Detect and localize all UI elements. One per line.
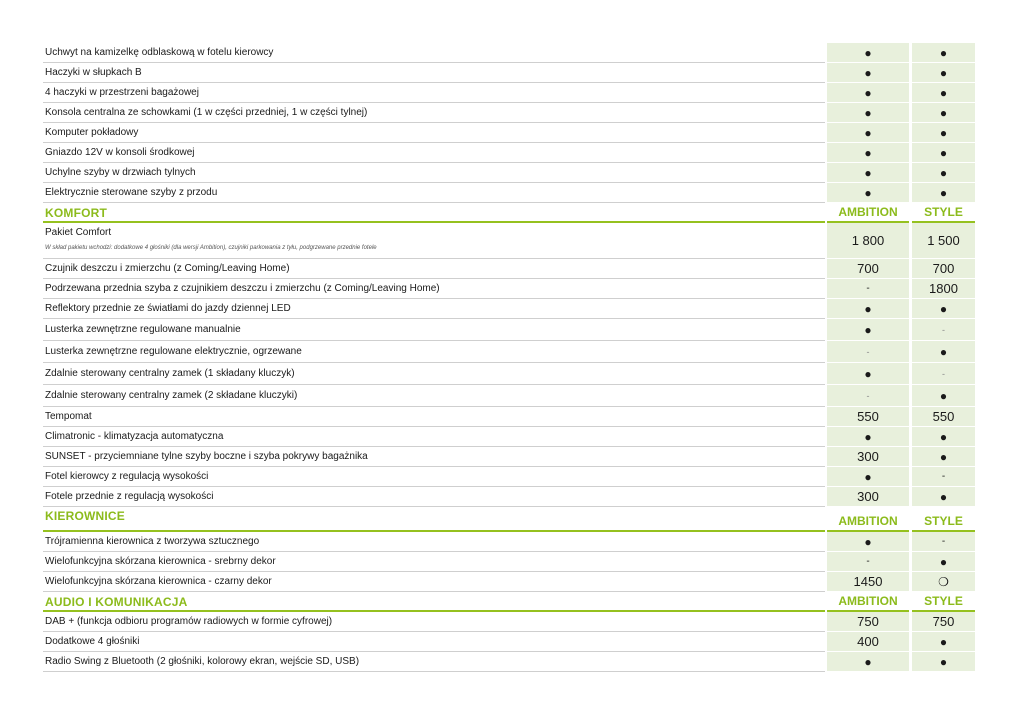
row-label: Zdalnie sterowany centralny zamek (1 składany kluczyk) [45, 367, 295, 379]
row-label: Zdalnie sterowany centralny zamek (2 składane kluczyki) [45, 389, 298, 401]
table-row [43, 299, 975, 319]
row-label: Radio Swing z Bluetooth (2 głośniki, kolorowy ekran, wejście SD, USB) [45, 655, 360, 667]
column-header-ambition: AMBITION [838, 205, 898, 219]
ambition-cell: ● [827, 183, 909, 203]
ambition-cell: ● [827, 427, 909, 447]
style-cell: ● [912, 552, 975, 572]
section-title: AUDIO I KOMUNIKACJA [45, 595, 188, 609]
ambition-cell: ● [827, 123, 909, 143]
row-label: Pakiet Comfort [45, 227, 112, 238]
row-label: Podrzewana przednia szyba z czujnikiem deszczu i zmierzchu (z Coming/Leaving Home) [45, 282, 440, 294]
table-row [43, 43, 975, 63]
table-row [43, 363, 975, 385]
table-row [43, 279, 975, 299]
style-cell: ● [912, 123, 975, 143]
column-header-style: STYLE [924, 594, 963, 608]
row-label: Gniazdo 12V w konsoli środkowej [45, 146, 195, 158]
style-cell: 750 [912, 612, 975, 632]
table-row [43, 552, 975, 572]
style-cell: 1800 [912, 279, 975, 299]
section-header-kierownice [43, 507, 975, 532]
table-row [43, 532, 975, 552]
column-header-ambition: AMBITION [838, 514, 898, 528]
ambition-cell: ● [827, 299, 909, 319]
row-label: Lusterka zewnętrzne regulowane manualnie [45, 323, 241, 335]
style-cell: 1 500 [912, 223, 975, 259]
row-label: Czujnik deszczu i zmierzchu (z Coming/Leaving Home) [45, 262, 290, 274]
row-label: Elektrycznie sterowane szyby z przodu [45, 186, 218, 198]
ambition-cell: 750 [827, 612, 909, 632]
row-label: Haczyki w słupkach B [45, 66, 142, 78]
ambition-cell: ● [827, 63, 909, 83]
section-title: KOMFORT [45, 206, 108, 220]
ambition-cell: - [827, 279, 909, 299]
section-header-komfort [43, 203, 975, 223]
column-header-style: STYLE [924, 514, 963, 528]
table-row [43, 143, 975, 163]
table-row [43, 63, 975, 83]
style-cell: ● [912, 427, 975, 447]
table-row [43, 319, 975, 341]
row-label: Lusterka zewnętrzne regulowane elektrycznie, ogrzewane [45, 345, 302, 357]
row-label: DAB + (funkcja odbioru programów radiowych w formie cyfrowej) [45, 615, 333, 627]
table-row [43, 223, 975, 259]
style-cell: ● [912, 183, 975, 203]
style-cell: 550 [912, 407, 975, 427]
optional-ring-icon: ❍ [938, 574, 949, 589]
style-cell: ● [912, 487, 975, 507]
style-cell: - [912, 532, 975, 552]
row-label: Fotel kierowcy z regulacją wysokości [45, 470, 209, 482]
section-title: KIEROWNICE [45, 509, 125, 523]
ambition-cell: ● [827, 43, 909, 63]
table-row [43, 467, 975, 487]
ambition-cell: ● [827, 467, 909, 487]
ambition-cell: 550 [827, 407, 909, 427]
column-header-ambition: AMBITION [838, 594, 898, 608]
table-row [43, 123, 975, 143]
row-label: SUNSET - przyciemniane tylne szyby boczne i szyba pokrywy bagażnika [45, 450, 368, 462]
ambition-cell: ● [827, 652, 909, 672]
table-row [43, 572, 975, 592]
ambition-cell: ● [827, 103, 909, 123]
style-cell: - [912, 467, 975, 487]
ambition-cell: 400 [827, 632, 909, 652]
ambition-cell: ● [827, 83, 909, 103]
row-label: Fotele przednie z regulacją wysokości [45, 490, 214, 502]
style-cell: ● [912, 632, 975, 652]
ambition-cell: 700 [827, 259, 909, 279]
style-cell: ● [912, 163, 975, 183]
table-row [43, 427, 975, 447]
ambition-cell: 300 [827, 487, 909, 507]
style-cell: ● [912, 299, 975, 319]
ambition-cell: - [827, 341, 909, 363]
table-row [43, 632, 975, 652]
row-label: Komputer pokładowy [45, 126, 139, 138]
row-label: Uchwyt na kamizelkę odblaskową w fotelu kierowcy [45, 46, 274, 58]
style-cell: 700 [912, 259, 975, 279]
ambition-cell: ● [827, 532, 909, 552]
style-cell: ● [912, 143, 975, 163]
style-cell: ● [912, 63, 975, 83]
style-cell: - [912, 363, 975, 385]
ambition-cell: ● [827, 163, 909, 183]
ambition-cell: 1450 [827, 572, 909, 592]
row-label: Dodatkowe 4 głośniki [45, 635, 140, 647]
table-row [43, 385, 975, 407]
style-cell: ● [912, 447, 975, 467]
style-cell: ● [912, 83, 975, 103]
style-cell: ● [912, 652, 975, 672]
table-row [43, 103, 975, 123]
table-row [43, 612, 975, 632]
style-cell: - [912, 319, 975, 341]
row-label: 4 haczyki w przestrzeni bagażowej [45, 86, 199, 98]
section-header-audio [43, 592, 975, 612]
ambition-cell: 300 [827, 447, 909, 467]
table-row [43, 487, 975, 507]
row-label: Konsola centralna ze schowkami (1 w części przedniej, 1 w części tylnej) [45, 106, 368, 118]
ambition-cell: 1 800 [827, 223, 909, 259]
table-row [43, 447, 975, 467]
style-cell: ● [912, 385, 975, 407]
ambition-cell: ● [827, 319, 909, 341]
ambition-cell: - [827, 385, 909, 407]
style-cell: ● [912, 103, 975, 123]
row-label: Reflektory przednie ze światłami do jazdy dziennej LED [45, 302, 291, 314]
row-label: Tempomat [45, 410, 92, 422]
table-row [43, 407, 975, 427]
style-cell [912, 572, 975, 592]
row-label: Wielofunkcyjna skórzana kierownica - czarny dekor [45, 575, 272, 587]
row-note: W skład pakietu wchodzi: dodatkowe 4 głośniki (dla wersji Ambition), czujniki parkowania z tyłu, podgrzewane przednie fotele [45, 245, 377, 251]
equipment-price-table [43, 43, 975, 672]
table-row [43, 83, 975, 103]
style-cell: ● [912, 341, 975, 363]
ambition-cell: ● [827, 143, 909, 163]
row-label: Trójramienna kierownica z tworzywa sztucznego [45, 535, 260, 547]
table-row [43, 163, 975, 183]
column-header-style: STYLE [924, 205, 963, 219]
table-row [43, 341, 975, 363]
table-row [43, 652, 975, 672]
style-cell: ● [912, 43, 975, 63]
row-label: Climatronic - klimatyzacja automatyczna [45, 430, 224, 442]
table-row [43, 183, 975, 203]
row-label: Wielofunkcyjna skórzana kierownica - srebrny dekor [45, 555, 276, 567]
row-label: Uchylne szyby w drzwiach tylnych [45, 166, 196, 178]
ambition-cell: ● [827, 363, 909, 385]
ambition-cell: - [827, 552, 909, 572]
table-row [43, 259, 975, 279]
